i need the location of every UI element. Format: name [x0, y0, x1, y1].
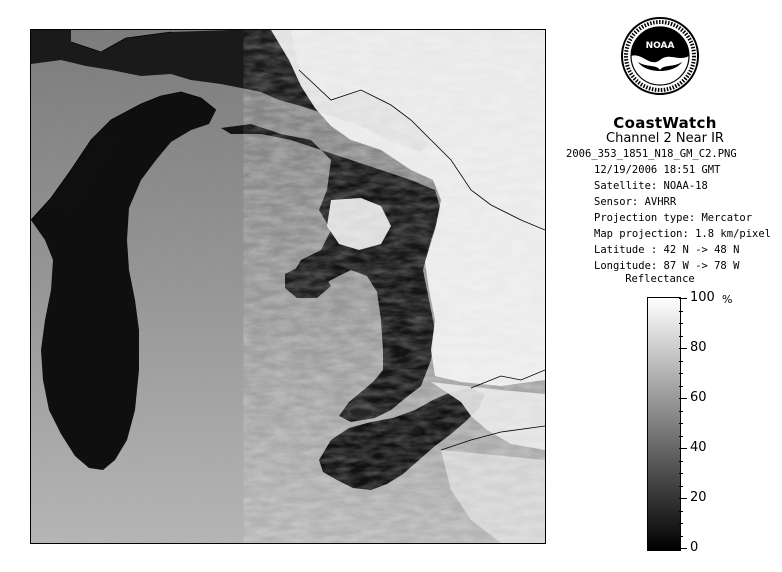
colorbar-tick-label: 60 [690, 390, 707, 405]
latitude-text: Latitude : 42 N -> 48 N [594, 244, 740, 256]
colorbar-minor-tick [679, 386, 683, 387]
colorbar-minor-tick [679, 373, 683, 374]
colorbar-major-tick [679, 348, 687, 349]
colorbar-minor-tick [679, 436, 683, 437]
filename-text: 2006_353_1851_N18_GM_C2.PNG [566, 148, 737, 160]
satellite-image-map[interactable] [30, 29, 546, 544]
colorbar-major-tick [679, 548, 687, 549]
colorbar-minor-tick [679, 486, 683, 487]
colorbar-minor-tick [679, 311, 683, 312]
colorbar-minor-tick [679, 461, 683, 462]
colorbar-minor-tick [679, 411, 683, 412]
colorbar-tick-label: 80 [690, 340, 707, 355]
cloud-cover [271, 30, 545, 543]
reflectance-colorbar [647, 297, 681, 551]
satellite-text: Satellite: NOAA-18 [594, 180, 708, 192]
app-title: CoastWatch [613, 114, 717, 132]
colorbar-major-tick [679, 448, 687, 449]
datetime-text: 12/19/2006 18:51 GMT [594, 164, 721, 176]
colorbar-minor-tick [679, 423, 683, 424]
colorbar-tick-label: 0 [690, 540, 699, 555]
colorbar-minor-tick [679, 523, 683, 524]
colorbar-minor-tick [679, 511, 683, 512]
colorbar-major-tick [679, 498, 687, 499]
colorbar-minor-tick [679, 473, 683, 474]
map-projection-text: Map projection: 1.8 km/pixel [594, 228, 772, 240]
svg-text:NOAA: NOAA [645, 41, 675, 51]
longitude-text: Longitude: 87 W -> 78 W [594, 260, 740, 272]
colorbar-minor-tick [679, 336, 683, 337]
colorbar-minor-tick [679, 536, 683, 537]
channel-subtitle: Channel 2 Near IR [606, 131, 724, 146]
colorbar-major-tick [679, 398, 687, 399]
colorbar-tick-label: 100 [690, 290, 715, 305]
projection-type-text: Projection type: Mercator [594, 212, 753, 224]
colorbar-tick-label: 20 [690, 490, 707, 505]
colorbar-minor-tick [679, 361, 683, 362]
noaa-logo [620, 16, 700, 96]
legend-title: Reflectance [625, 273, 695, 285]
colorbar-tick-label: 40 [690, 440, 707, 455]
sensor-text: Sensor: AVHRR [594, 196, 677, 208]
legend-unit: % [722, 293, 733, 306]
colorbar-major-tick [679, 298, 687, 299]
colorbar-minor-tick [679, 323, 683, 324]
